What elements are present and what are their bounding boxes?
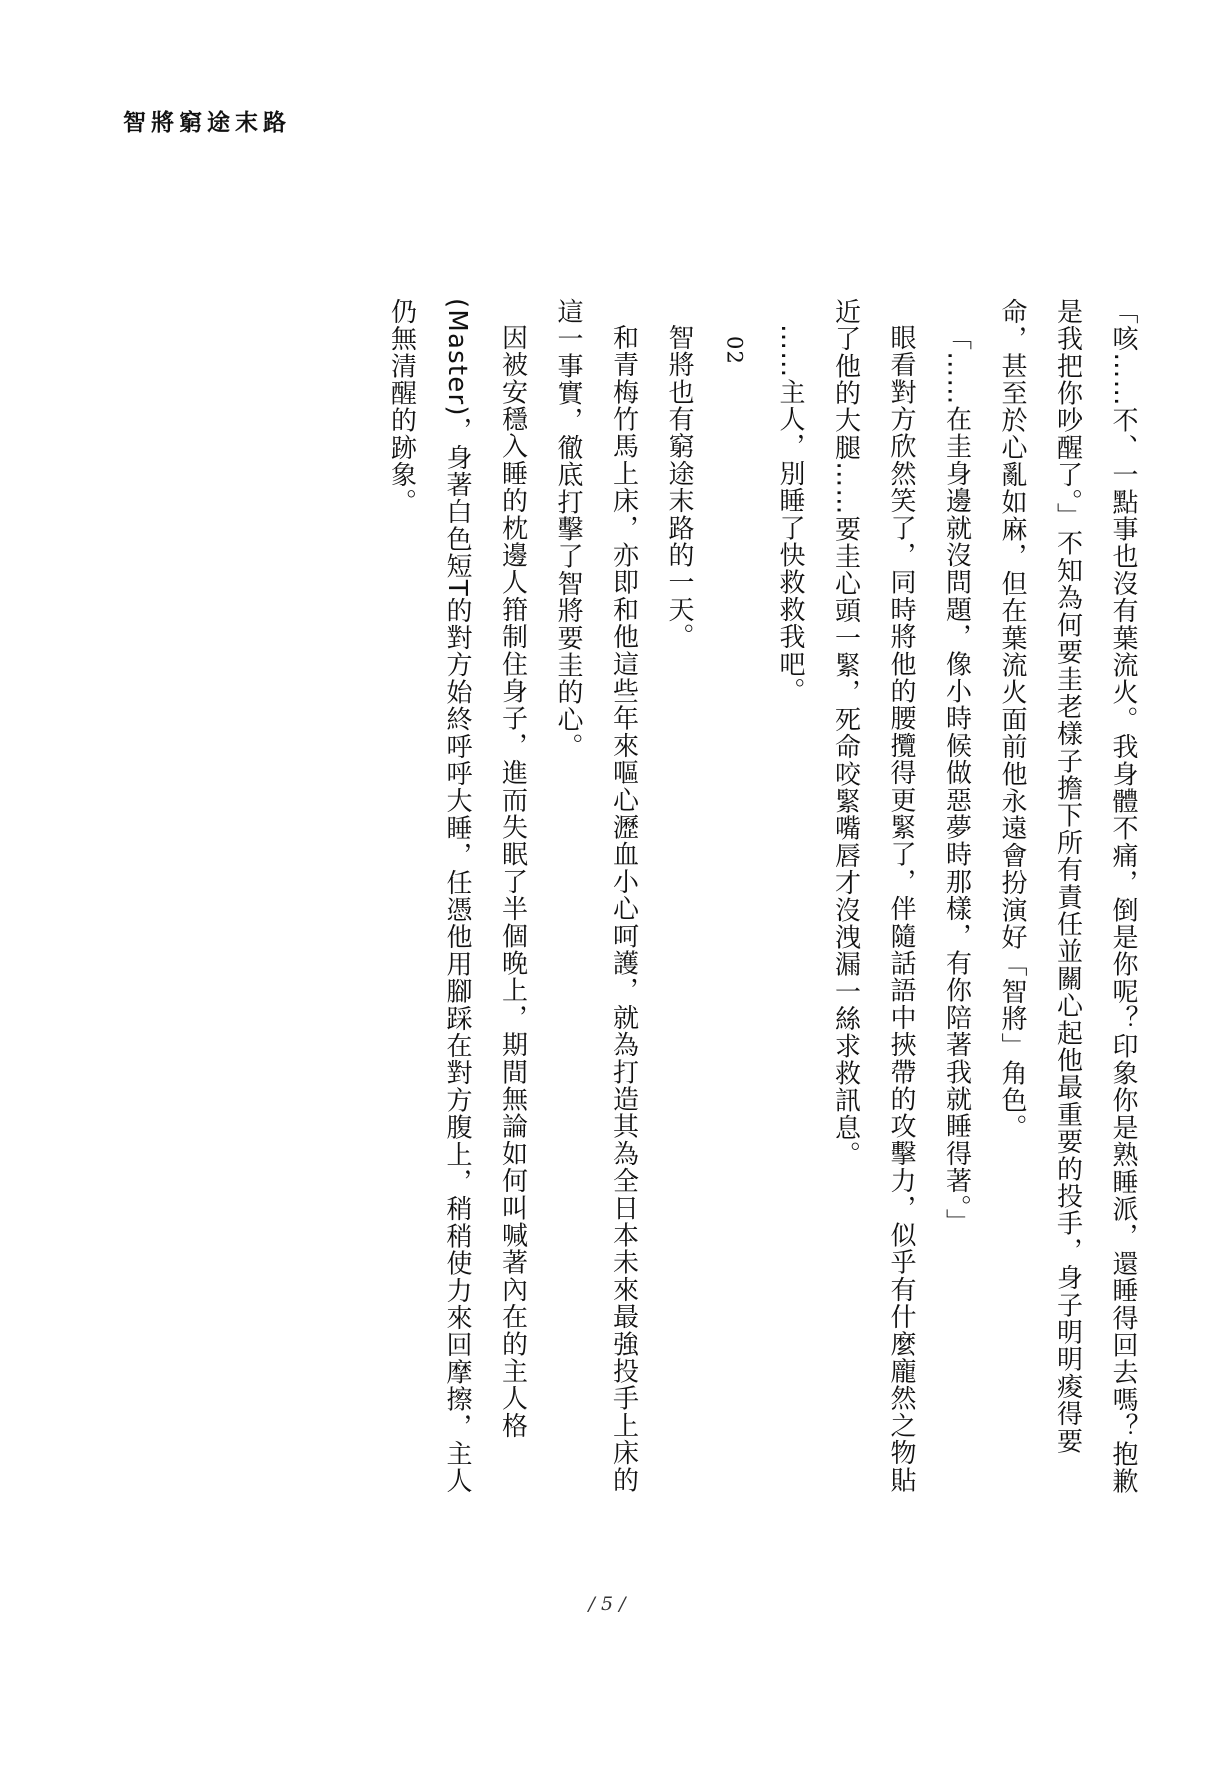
paragraph: ……主人，別睡了快救救我吧。 [775, 324, 805, 705]
paragraph: 因被安穩入睡的枕邊人箝制住身子，進而失眠了半個晚上，期間無論如何叫喊著內在的主人格(Master)，身著白色短T的對方始終呼呼大睡，任憑他用腳踩在對方腹上，稍稍使力來回摩擦，主人仍無清醒的跡象。 [386, 298, 528, 1495]
paragraph: 眼看對方欣然笑了，同時將他的腰攬得更緊了，伴隨話語中挾帶的攻擊力，似乎有什麼龐然之物貼近了他的大腿……要圭心頭一緊，死命咬緊嘴唇才沒洩漏一絲求救訊息。 [830, 298, 916, 1494]
page-number: / 5 / [588, 1593, 626, 1615]
paragraph: 智將也有窮途末路的一天。 [664, 324, 694, 651]
running-header-title: 智將窮途末路 [123, 109, 291, 136]
vertical-body-text [130, 298, 1150, 1498]
section-heading [706, 298, 762, 1498]
section-number: 02 [722, 336, 747, 366]
paragraph: 和青梅竹馬上床，亦即和他這些年來嘔心瀝血小心呵護，就為打造其為全日本未來最強投手上床的這一事實，徹底打擊了智將要圭的心。 [553, 298, 639, 1494]
paragraph: 「咳……不、一點事也沒有葉流火。我身體不痛，倒是你呢？印象你是熟睡派，還睡得回去嗎？抱歉是我把你吵醒了。」不知為何要圭老樣子擔下所有責任並關心起他最重要的投手，身子明明痠得要命，甚至於心亂如麻，但在葉流火面前他永遠會扮演好「智將」角色。 [997, 298, 1138, 1495]
paragraph: 「……在圭身邊就沒問題，像小時候做惡夢時那樣，有你陪著我就睡得著。」 [941, 324, 972, 1236]
